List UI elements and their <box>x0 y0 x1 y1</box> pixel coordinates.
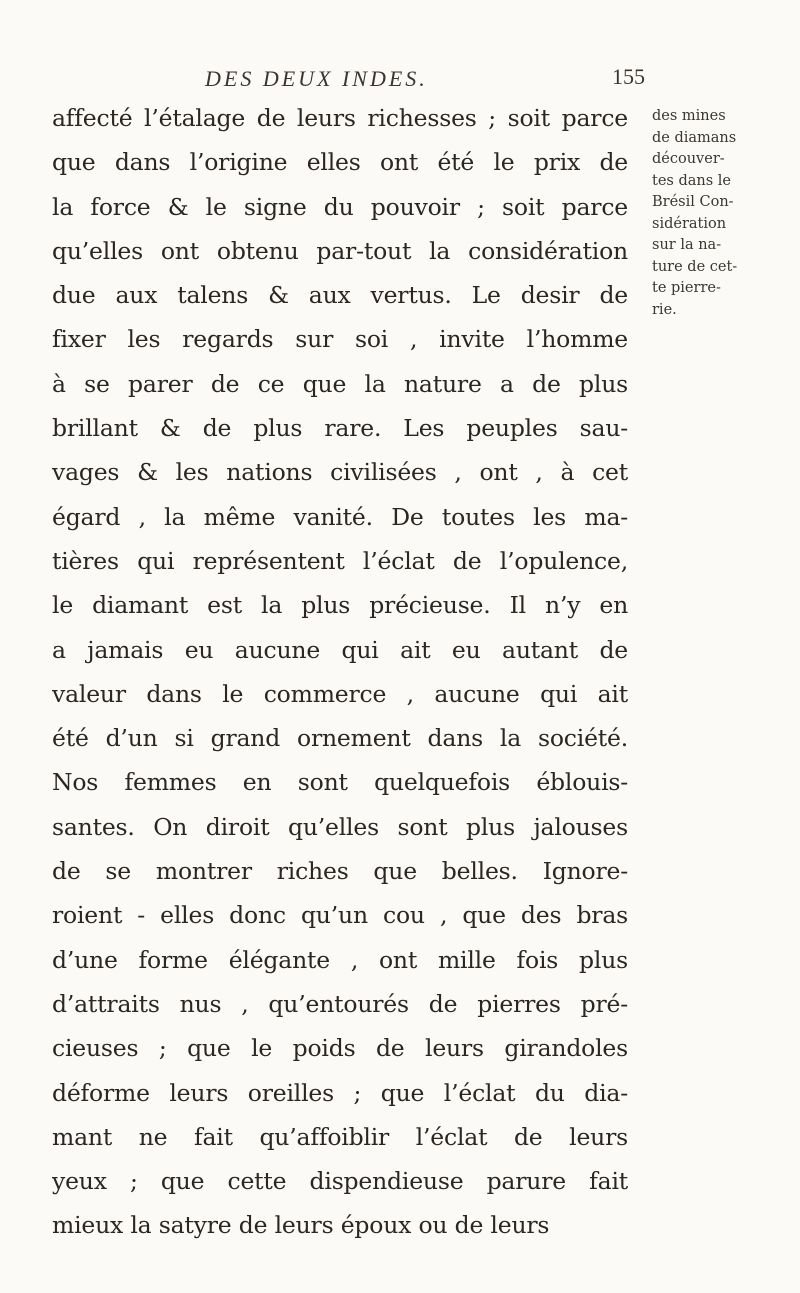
text-line: d’une forme élégante , ont mille fois plus <box>52 945 628 974</box>
margin-note-line: Brésil Con- <box>652 194 734 210</box>
text-line: due aux talens & aux vertus. Le desir de <box>52 281 628 310</box>
margin-note-line: des mines <box>652 108 726 124</box>
text-line: égard , la même vanité. De toutes les ma- <box>52 502 628 531</box>
margin-note-line: sidération <box>652 215 727 232</box>
margin-note-line: sur la na- <box>652 237 722 253</box>
margin-note-line: ture de cet- <box>652 258 738 275</box>
margin-note-line: découver- <box>652 151 725 167</box>
text-line: Nos femmes en sont quelquefois éblouis- <box>52 768 628 797</box>
text-line: cieuses ; que le poids de leurs girandoles <box>52 1034 628 1063</box>
text-line: le diamant est la plus précieuse. Il n’y en <box>52 591 628 620</box>
text-line: mieux la satyre de leurs époux ou de leurs <box>52 1211 550 1240</box>
text-line: fixer les regards sur soi , invite l’homme <box>52 325 628 354</box>
running-head <box>205 66 645 96</box>
text-line: d’attraits nus , qu’entourés de pierres pré- <box>52 989 628 1018</box>
text-line: été d’un si grand ornement dans la société. <box>52 724 628 753</box>
margin-note-line: te pierre- <box>652 280 721 296</box>
text-line: la force & le signe du pouvoir ; soit parce <box>52 192 628 221</box>
text-line: affecté l’étalage de leurs richesses ; soit parce <box>52 104 628 132</box>
margin-note-line: tes dans le <box>652 172 731 189</box>
text-line: santes. On diroit qu’elles sont plus jalouses <box>52 812 628 841</box>
page-number: 155 <box>612 64 645 89</box>
text-line: vages & les nations civilisées , ont , à cet <box>52 458 628 487</box>
text-line: a jamais eu aucune qui ait eu autant de <box>52 635 628 664</box>
running-title: DES DEUX INDES. <box>205 66 428 91</box>
text-line: de se montrer riches que belles. Ignore- <box>52 857 628 886</box>
text-line: yeux ; que cette dispendieuse parure fait <box>52 1167 628 1196</box>
text-line: qu’elles ont obtenu par-tout la considération <box>52 236 628 265</box>
text-line: que dans l’origine elles ont été le prix de <box>52 148 628 177</box>
text-line: roient - elles donc qu’un cou , que des bras <box>52 901 628 930</box>
text-line: déforme leurs oreilles ; que l’éclat du dia- <box>52 1078 628 1107</box>
text-line: valeur dans le commerce , aucune qui ait <box>52 679 628 708</box>
text-line: mant ne fait qu’affoiblir l’éclat de leurs <box>52 1122 628 1151</box>
text-line: à se parer de ce que la nature a de plus <box>52 369 628 398</box>
margin-note-line: rie. <box>652 301 677 318</box>
margin-note <box>652 106 792 321</box>
margin-note-line: de diamans <box>652 129 737 146</box>
text-line: brillant & de plus rare. Les peuples sau- <box>52 414 628 443</box>
body-text <box>52 96 628 1248</box>
text-line: tières qui représentent l’éclat de l’opulence, <box>52 546 628 575</box>
